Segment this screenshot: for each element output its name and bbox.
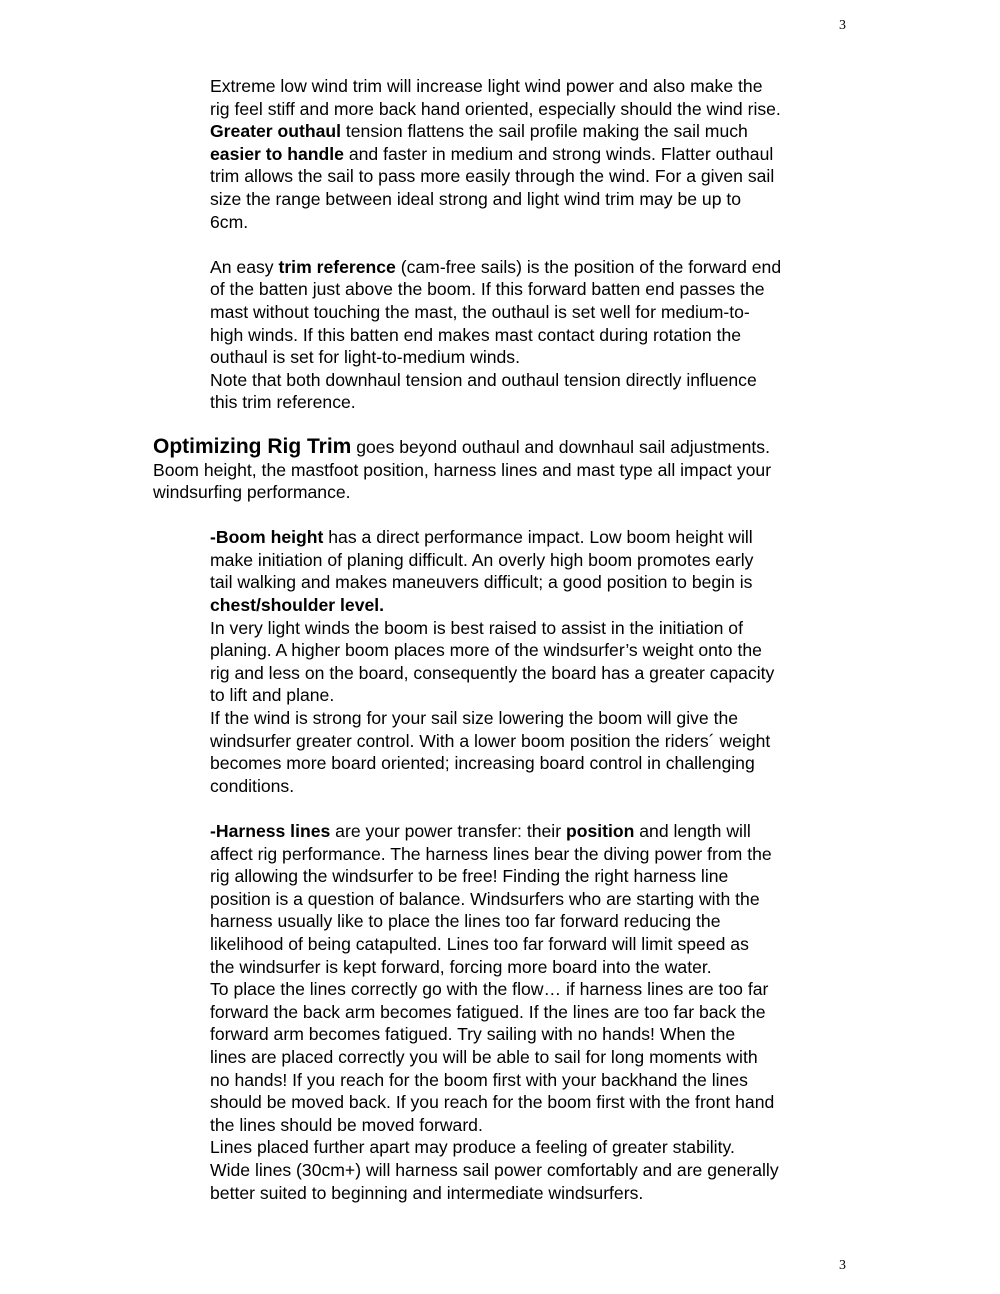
text-line: better suited to beginning and intermediate windsurfers. <box>210 1182 644 1203</box>
text-line: the windsurfer is kept forward, forcing more board into the water. <box>210 956 712 977</box>
text-line: becomes more board oriented; increasing board control in challenging <box>210 753 755 774</box>
text-span: and faster in medium and strong winds. Flatter outhaul <box>343 143 774 164</box>
text-span: (cam-free sails) is the position of the forward end <box>395 256 782 277</box>
text-line: to lift and plane. <box>210 685 335 706</box>
text-span: goes beyond outhaul and downhaul sail adjustments. <box>351 436 770 457</box>
text-line: position is a question of balance. Windsurfers who are starting with the <box>210 888 760 909</box>
page-number-bottom: 3 <box>839 1258 846 1273</box>
text-line: 6cm. <box>210 211 249 232</box>
document-body <box>0 75 1000 1204</box>
bold-term: Greater outhaul <box>210 121 341 142</box>
text-line: size the range between ideal strong and light wind trim may be up to <box>210 188 742 209</box>
text-line: conditions. <box>210 775 295 796</box>
text-line: Boom height, the mastfoot position, harness lines and mast type all impact your <box>153 459 772 480</box>
bold-term: trim reference <box>278 256 396 277</box>
text-line: forward the back arm becomes fatigued. If the lines are too far back the <box>210 1001 766 1022</box>
text-line: affect rig performance. The harness lines bear the diving power from the <box>210 843 772 864</box>
bold-term: easier to handle <box>210 143 344 164</box>
bold-term: position <box>565 821 635 841</box>
text-line: tail walking and makes maneuvers difficult; a good position to begin is <box>210 572 753 593</box>
text-line: planing. A higher boom places more of the windsurfer’s weight onto the <box>210 640 762 661</box>
text-line: lines are placed correctly you will be able to sail for long moments with <box>210 1046 758 1067</box>
text-line: forward arm becomes fatigued. Try sailing with no hands! When the <box>210 1024 736 1045</box>
text-line: Extreme low wind trim will increase light wind power and also make the <box>210 76 763 96</box>
text-line <box>210 594 850 617</box>
text-line: Wide lines (30cm+) will harness sail power comfortably and are generally <box>210 1159 779 1180</box>
text-line: harness usually like to place the lines too far forward reducing the <box>210 911 721 932</box>
text-line <box>153 436 853 459</box>
bold-term: -Boom height <box>210 527 324 548</box>
text-line: Lines placed further apart may produce a feeling of greater stability. <box>210 1137 735 1158</box>
bold-term: -Harness lines <box>210 821 331 841</box>
text-line: high winds. If this batten end makes mast contact during rotation the <box>210 324 742 345</box>
text-span: are your power transfer: their <box>330 821 566 841</box>
text-span: tension flattens the sail profile making the sail much <box>341 121 748 142</box>
bold-term: chest/shoulder level. <box>210 595 385 616</box>
text-line: In very light winds the boom is best raised to assist in the initiation of <box>210 617 743 638</box>
text-line: trim allows the sail to pass more easily through the wind. For a given sail <box>210 166 775 187</box>
text-line <box>210 256 850 279</box>
text-line: rig and less on the board, consequently the board has a greater capacity <box>210 662 775 683</box>
text-line <box>210 820 850 843</box>
text-line: this trim reference. <box>210 392 356 413</box>
text-line: of the batten just above the boom. If this forward batten end passes the <box>210 279 765 300</box>
text-line: outhaul is set for light-to-medium winds. <box>210 347 520 368</box>
text-line: windsurfer greater control. With a lower boom position the riders´ weight <box>210 730 771 751</box>
text-line: If the wind is strong for your sail size lowering the boom will give the <box>210 708 739 729</box>
text-span: An easy <box>210 256 279 277</box>
section-heading: Optimizing Rig Trim <box>153 434 352 458</box>
section-optimizing-rig-trim <box>153 436 853 504</box>
text-line: mast without touching the mast, the outhaul is set well for medium-to- <box>210 301 750 322</box>
text-line <box>210 143 850 166</box>
text-line: rig allowing the windsurfer to be free! Finding the right harness line <box>210 866 729 887</box>
text-span: has a direct performance impact. Low boom height will <box>323 527 753 548</box>
text-line: To place the lines correctly go with the flow… if harness lines are too far <box>210 979 769 1000</box>
text-line <box>210 120 850 143</box>
text-line <box>210 526 850 549</box>
text-line: no hands! If you reach for the boom first with your backhand the lines <box>210 1069 748 1090</box>
paragraph-extreme-low-wind <box>210 75 850 414</box>
page-number-top: 3 <box>839 18 846 33</box>
text-line: make initiation of planing difficult. An overly high boom promotes early <box>210 549 754 570</box>
text-line: the lines should be moved forward. <box>210 1114 483 1135</box>
text-line: likelihood of being catapulted. Lines too far forward will limit speed as <box>210 933 749 954</box>
text-line: rig feel stiff and more back hand oriented, especially should the wind rise. <box>210 98 781 119</box>
text-line: windsurfing performance. <box>153 482 351 503</box>
text-line: Note that both downhaul tension and outhaul tension directly influence <box>210 369 757 390</box>
paragraph-harness-lines <box>210 820 850 1204</box>
text-span: and length will <box>634 821 751 841</box>
paragraph-boom-height <box>210 526 850 820</box>
text-line: should be moved back. If you reach for the boom first with the front hand <box>210 1092 775 1113</box>
